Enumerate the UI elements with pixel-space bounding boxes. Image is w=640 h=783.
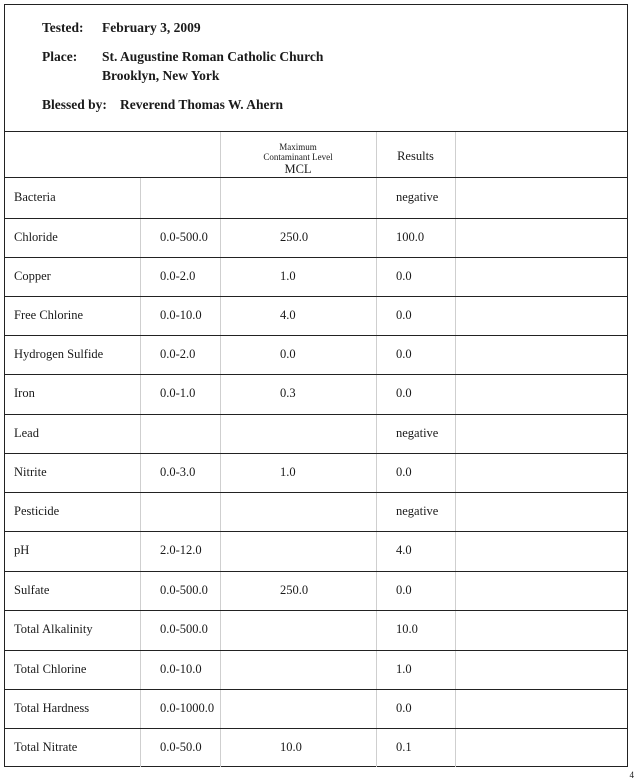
column-divider [376, 132, 377, 767]
parameter-name: Iron [14, 386, 35, 400]
column-divider [220, 132, 221, 767]
place-label: Place: [42, 49, 78, 64]
parameter-name: Total Chlorine [14, 661, 87, 676]
parameter-name: Hydrogen Sulfide [14, 346, 104, 361]
parameter-name: Bacteria [14, 189, 56, 204]
page-number: 4 [629, 770, 634, 780]
parameter-name: pH [14, 543, 30, 557]
place-name: St. Augustine Roman Catholic Church [102, 49, 324, 64]
heading-rule [4, 177, 628, 178]
mcl-value: 0.0 [280, 346, 296, 361]
test-range: 0.0-50.0 [160, 739, 202, 754]
mcl-value: 4.0 [280, 307, 296, 322]
row-divider [4, 218, 628, 219]
row-divider [4, 414, 628, 415]
column-divider [455, 132, 456, 767]
result-value: 0.0 [396, 700, 412, 715]
test-range: 0.0-10.0 [160, 661, 202, 676]
mcl-value: 250.0 [280, 229, 309, 244]
row-divider [4, 650, 628, 651]
result-value: 0.1 [396, 739, 412, 754]
row-divider [4, 610, 628, 611]
parameter-name: Nitrite [14, 464, 47, 479]
mcl-column-heading [222, 142, 374, 176]
report-header [4, 4, 628, 132]
mcl-value: 10.0 [280, 739, 302, 754]
mcl-value: 1.0 [280, 268, 296, 283]
result-value: 0.0 [396, 346, 412, 361]
row-divider [4, 335, 628, 336]
test-range: 0.0-500.0 [160, 622, 208, 636]
test-range: 0.0-500.0 [160, 582, 208, 597]
row-divider [4, 492, 628, 493]
result-value: 1.0 [396, 661, 412, 676]
mcl-value: 0.3 [280, 386, 296, 400]
row-divider [4, 296, 628, 297]
column-divider [140, 177, 141, 767]
test-range: 0.0-2.0 [160, 268, 196, 283]
parameter-name: Sulfate [14, 582, 50, 597]
parameter-name: Total Nitrate [14, 739, 78, 754]
blessed-by-name: Reverend Thomas W. Ahern [120, 97, 284, 112]
parameter-name: Chloride [14, 229, 58, 244]
parameter-name: Total Hardness [14, 700, 90, 715]
parameter-name: Total Alkalinity [14, 622, 93, 636]
result-value: 100.0 [396, 229, 425, 244]
blessed-by-label: Blessed by: [42, 97, 107, 112]
result-value: negative [396, 425, 439, 440]
result-value: 0.0 [396, 268, 412, 283]
parameter-name: Copper [14, 268, 51, 283]
test-range: 0.0-2.0 [160, 346, 196, 361]
tested-label: Tested: [42, 20, 84, 35]
test-range: 0.0-1.0 [160, 386, 196, 400]
result-value: 0.0 [396, 464, 412, 479]
result-value: 10.0 [396, 622, 418, 636]
row-divider [4, 571, 628, 572]
result-value: negative [396, 503, 439, 518]
result-value: negative [396, 189, 439, 204]
mcl-value: 250.0 [280, 582, 309, 597]
mcl-heading-line2: Contaminant Level [263, 152, 333, 162]
result-value: 4.0 [396, 543, 412, 557]
row-divider [4, 453, 628, 454]
place-city: Brooklyn, New York [102, 68, 220, 83]
test-range: 0.0-10.0 [160, 307, 202, 322]
test-range: 0.0-3.0 [160, 464, 196, 479]
row-divider [4, 374, 628, 375]
result-value: 0.0 [396, 307, 412, 322]
tested-date: February 3, 2009 [102, 20, 201, 35]
mcl-heading-line3: MCL [284, 162, 312, 176]
mcl-value: 1.0 [280, 464, 296, 479]
row-divider [4, 531, 628, 532]
parameter-name: Free Chlorine [14, 307, 84, 322]
parameter-name: Lead [14, 425, 39, 440]
results-column-heading: Results [397, 149, 434, 163]
result-value: 0.0 [396, 582, 412, 597]
test-range: 0.0-1000.0 [160, 700, 215, 715]
parameter-name: Pesticide [14, 503, 60, 518]
row-divider [4, 728, 628, 729]
test-range: 0.0-500.0 [160, 229, 208, 244]
row-divider [4, 257, 628, 258]
mcl-heading-line1: Maximum [279, 142, 317, 152]
result-value: 0.0 [396, 386, 412, 400]
test-range: 2.0-12.0 [160, 543, 202, 557]
row-divider [4, 689, 628, 690]
